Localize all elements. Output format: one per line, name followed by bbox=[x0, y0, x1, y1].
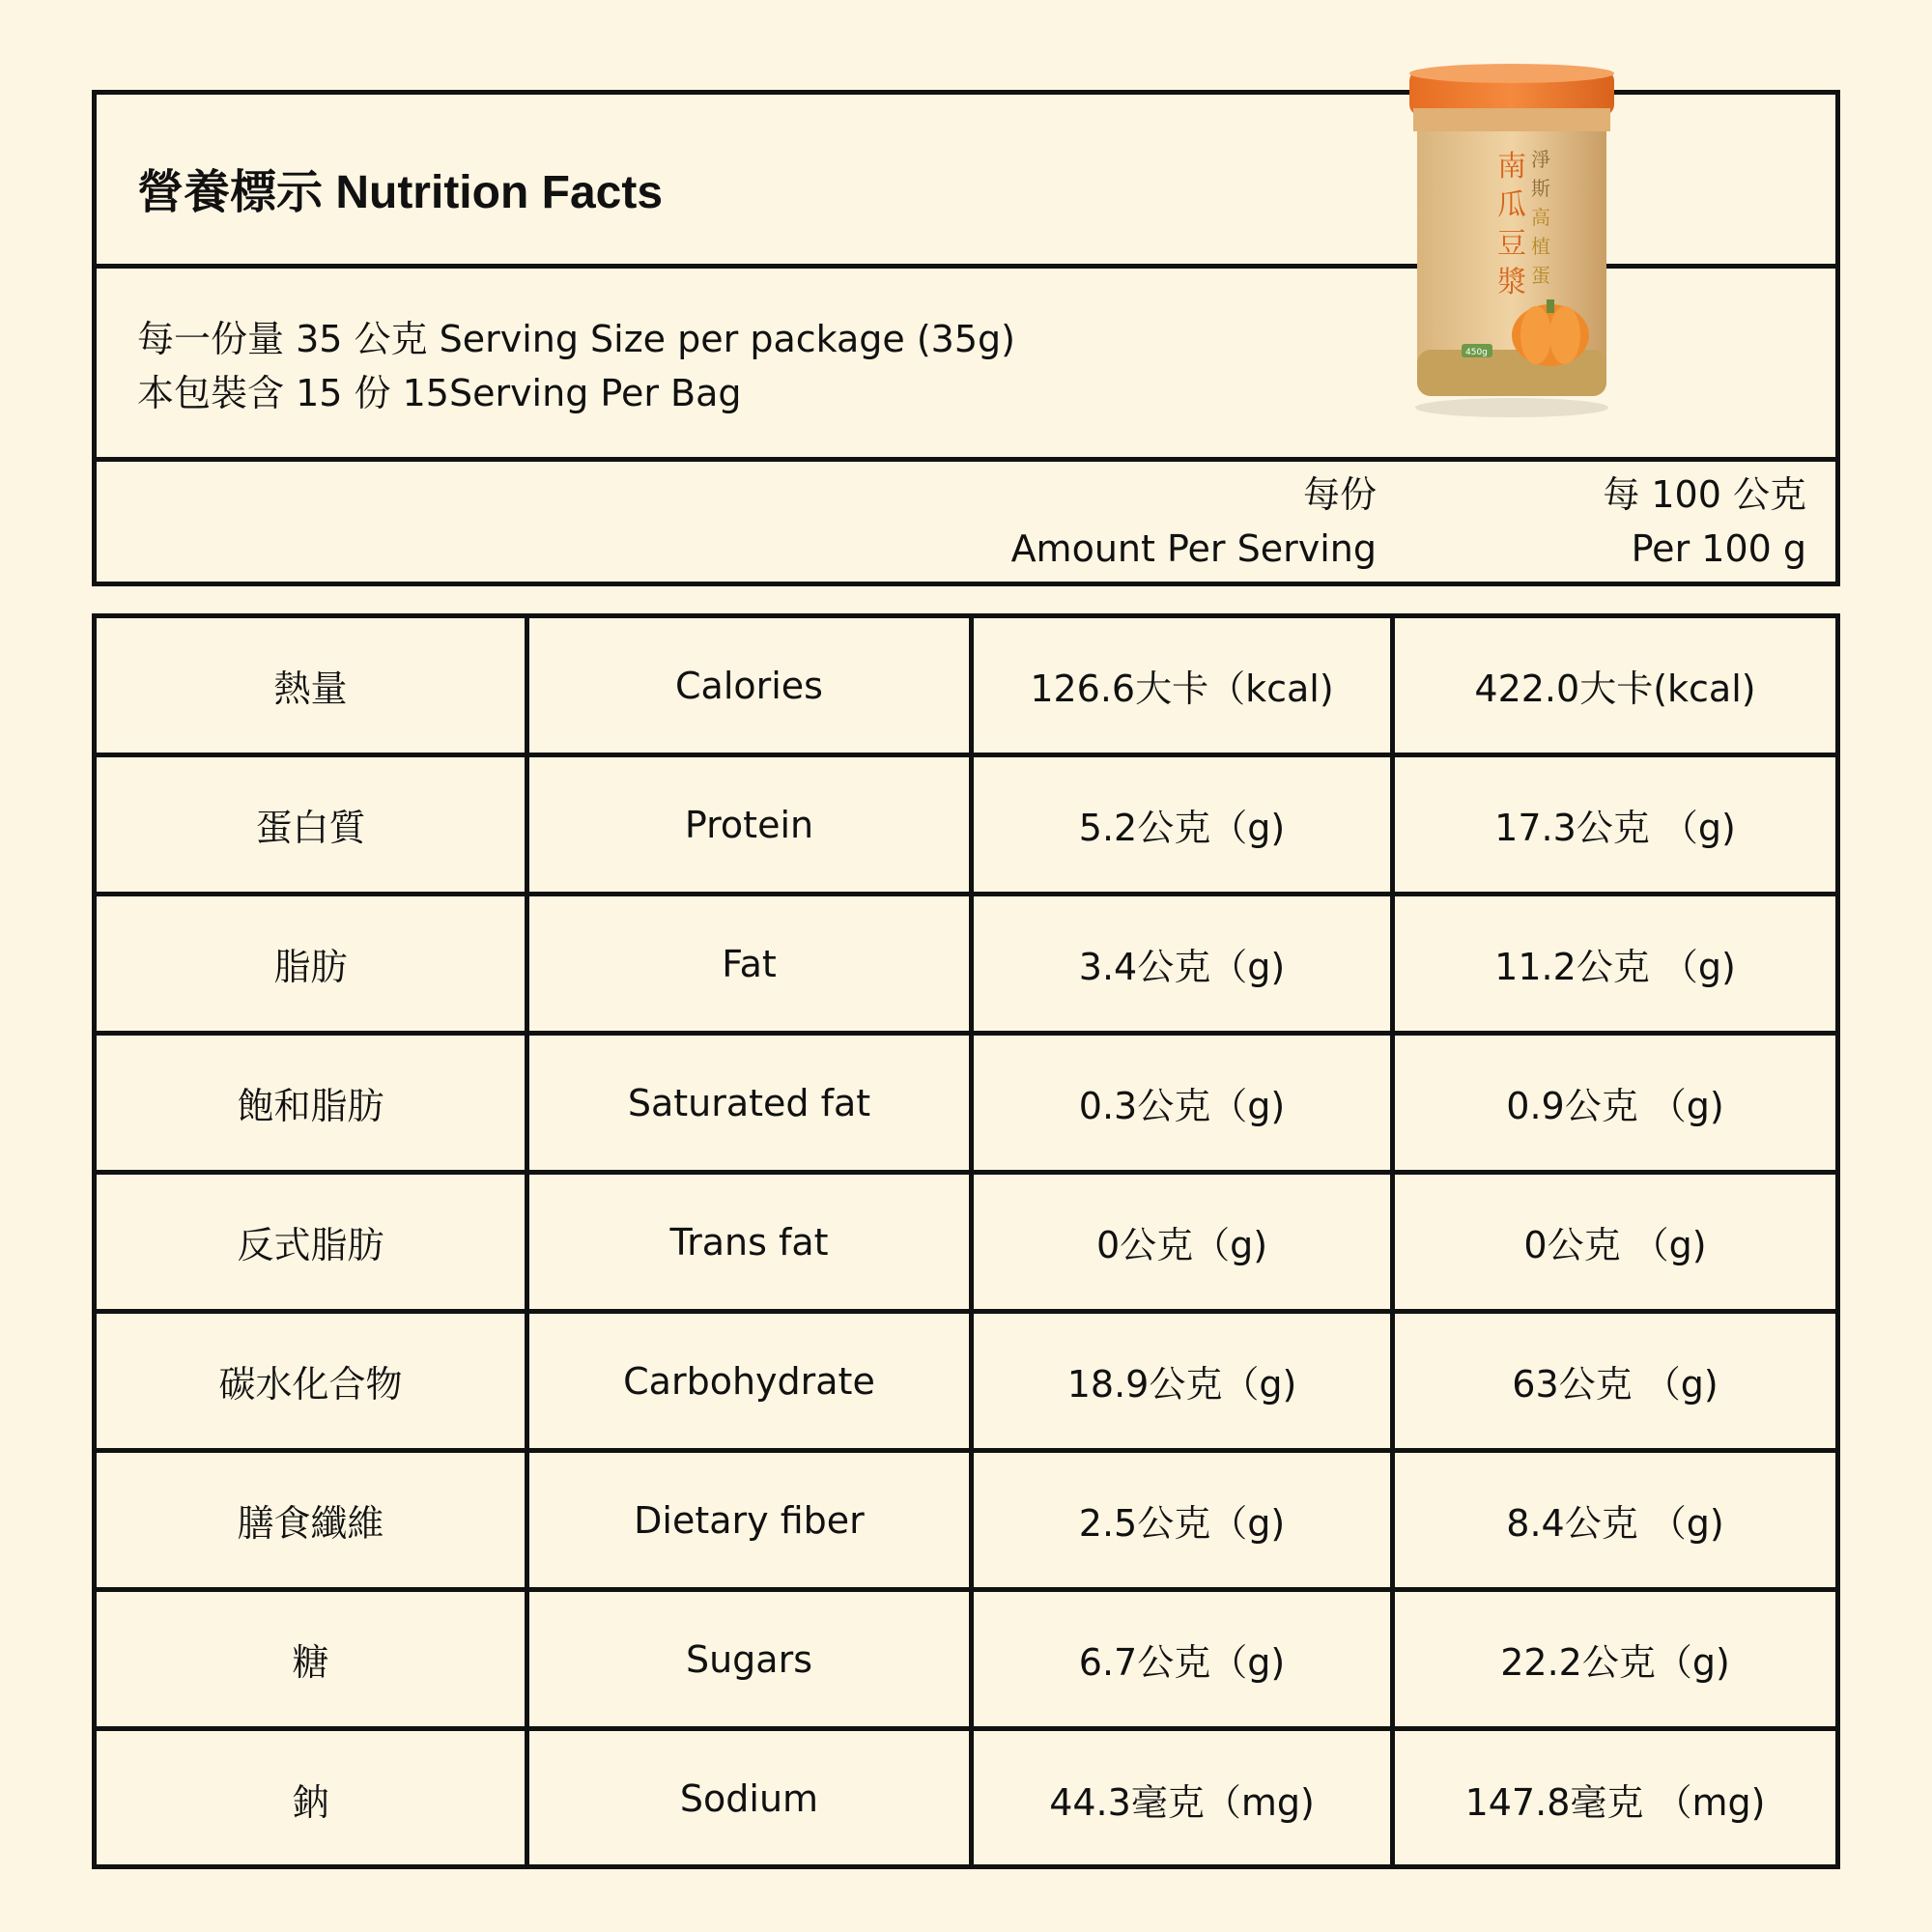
nutrient-name-en: Sugars bbox=[529, 1592, 974, 1726]
nutrient-name-zh: 反式脂肪 bbox=[97, 1175, 529, 1309]
nutrient-name-en: Fat bbox=[529, 896, 974, 1031]
svg-text:豆: 豆 bbox=[1497, 227, 1526, 261]
column-headers bbox=[97, 462, 1835, 582]
svg-text:淨: 淨 bbox=[1531, 148, 1550, 171]
table-row bbox=[97, 896, 1835, 1036]
table-row bbox=[97, 618, 1835, 757]
per-100g-value: 11.2公克 （g) bbox=[1494, 946, 1736, 988]
svg-text:斯: 斯 bbox=[1531, 177, 1550, 200]
nutrient-name-en: Dietary fiber bbox=[529, 1453, 974, 1587]
svg-text:高: 高 bbox=[1531, 206, 1550, 229]
table-row bbox=[97, 1592, 1835, 1731]
nutrient-name-zh: 鈉 bbox=[97, 1731, 529, 1866]
nutrient-name-zh: 糖 bbox=[97, 1592, 529, 1726]
per-100g-value: 147.8毫克 （mg) bbox=[1464, 1780, 1766, 1824]
per-serving-value: 6.7公克（g) bbox=[974, 1592, 1395, 1726]
nutrient-name-zh: 脂肪 bbox=[97, 896, 529, 1031]
table-row bbox=[97, 1036, 1835, 1175]
per-100g-value: 0.9公克 （g) bbox=[1506, 1085, 1724, 1127]
nutrient-name-en: Saturated fat bbox=[529, 1036, 974, 1170]
product-jar-image bbox=[1406, 60, 1618, 419]
nutrient-name-zh: 蛋白質 bbox=[97, 757, 529, 892]
svg-text:植: 植 bbox=[1531, 235, 1550, 258]
per-serving-value: 18.9公克（g) bbox=[974, 1314, 1395, 1448]
per-serving-header bbox=[1011, 468, 1377, 576]
per-100g-value: 63公克 （g) bbox=[1512, 1363, 1719, 1406]
nutrient-name-zh: 碳水化合物 bbox=[97, 1314, 529, 1448]
page-title: 營養標示 Nutrition Facts bbox=[137, 167, 664, 218]
per-serving-value: 44.3毫克（mg) bbox=[974, 1731, 1395, 1866]
svg-text:450g: 450g bbox=[1465, 348, 1488, 357]
servings-per-bag: 本包裝含 15 份 15Serving Per Bag bbox=[137, 372, 742, 414]
per-serving-value: 3.4公克（g) bbox=[974, 896, 1395, 1031]
per-100g-value: 17.3公克 （g) bbox=[1494, 807, 1736, 849]
jar-label-text: 南 bbox=[1497, 150, 1526, 184]
nutrient-name-en: Carbohydrate bbox=[529, 1314, 974, 1448]
table-row bbox=[97, 757, 1835, 896]
table-row bbox=[97, 1314, 1835, 1453]
nutrient-name-en: Trans fat bbox=[529, 1175, 974, 1309]
nutrient-name-zh: 熱量 bbox=[97, 618, 529, 753]
per-100g-header-en: Per 100 g bbox=[1631, 527, 1806, 570]
per-serving-value: 126.6大卡（kcal) bbox=[974, 618, 1395, 753]
table-row bbox=[97, 1453, 1835, 1592]
per-serving-header-en: Amount Per Serving bbox=[1010, 527, 1377, 570]
per-serving-value: 5.2公克（g) bbox=[974, 757, 1395, 892]
per-100g-value: 0公克 （g) bbox=[1523, 1224, 1707, 1266]
nutrient-name-en: Protein bbox=[529, 757, 974, 892]
per-100g-value: 22.2公克（g) bbox=[1500, 1641, 1730, 1684]
svg-text:蛋: 蛋 bbox=[1531, 264, 1550, 287]
per-serving-value: 2.5公克（g) bbox=[974, 1453, 1395, 1587]
nutrient-name-en: Sodium bbox=[529, 1731, 974, 1866]
table-row bbox=[97, 1731, 1835, 1866]
per-serving-header-zh: 每份 bbox=[1302, 473, 1377, 516]
per-serving-value: 0公克（g) bbox=[974, 1175, 1395, 1309]
per-serving-value: 0.3公克（g) bbox=[974, 1036, 1395, 1170]
nutrient-name-zh: 飽和脂肪 bbox=[97, 1036, 529, 1170]
nutrient-name-en: Calories bbox=[529, 618, 974, 753]
serving-size: 每一份量 35 公克 Serving Size per package (35g) bbox=[137, 318, 1015, 360]
svg-text:瓜: 瓜 bbox=[1497, 188, 1526, 222]
per-100g-header-zh: 每 100 公克 bbox=[1603, 473, 1806, 516]
per-100g-value: 8.4公克 （g) bbox=[1506, 1502, 1724, 1545]
per-100g-value: 422.0大卡(kcal) bbox=[1474, 668, 1756, 710]
table-row bbox=[97, 1175, 1835, 1314]
nutrition-table bbox=[92, 613, 1840, 1869]
nutrient-name-zh: 膳食纖維 bbox=[97, 1453, 529, 1587]
serving-info bbox=[137, 312, 1015, 420]
svg-text:漿: 漿 bbox=[1497, 266, 1526, 299]
per-100g-header bbox=[1603, 468, 1806, 576]
